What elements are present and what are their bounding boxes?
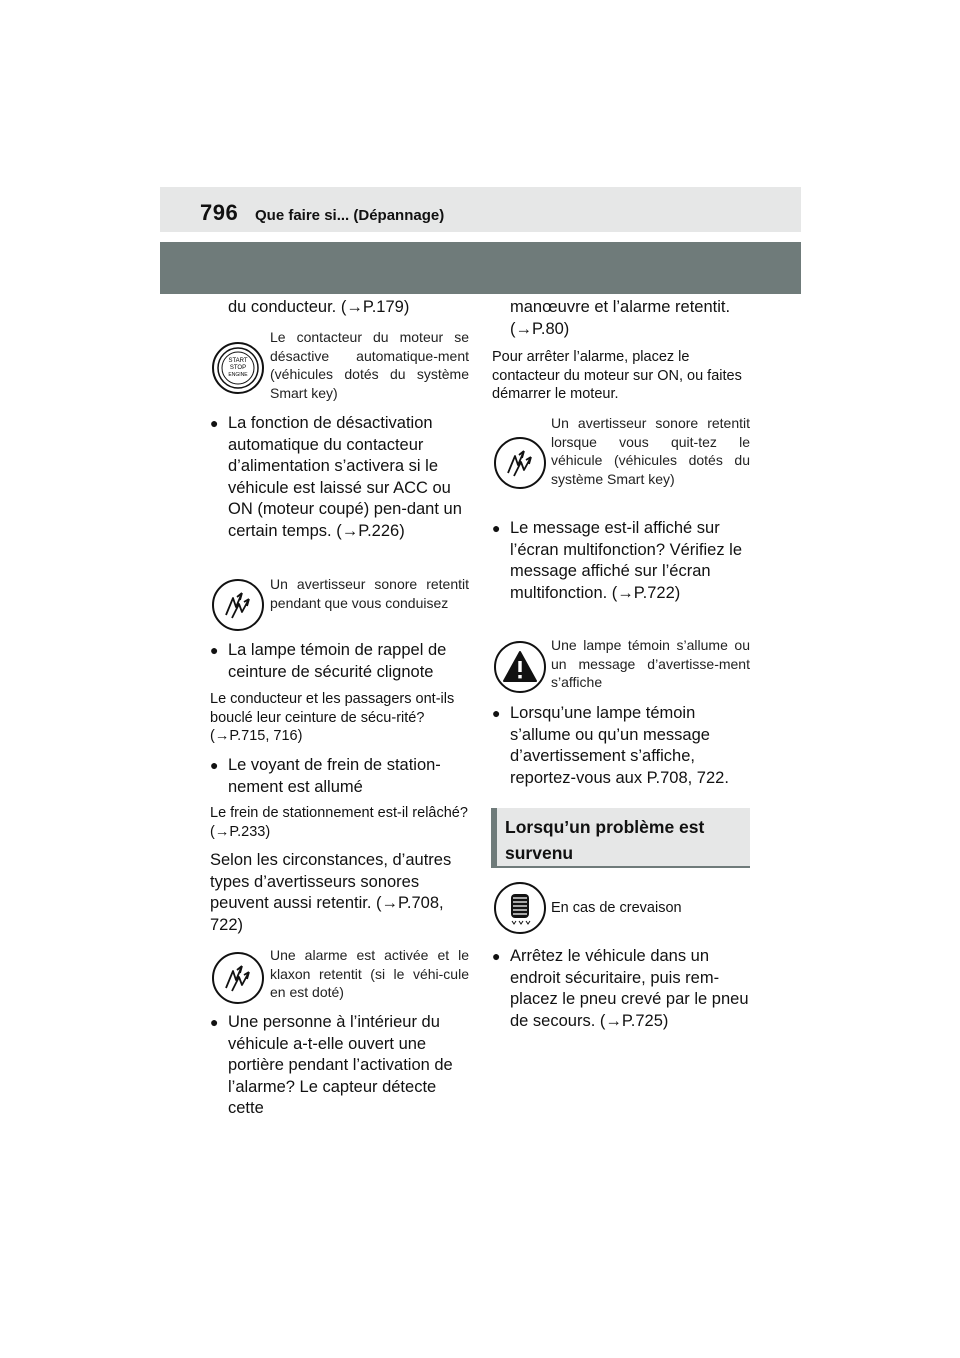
tire-icon — [494, 882, 546, 934]
note-engine-switch: Le contacteur du moteur se désactive automatique-ment (véhicules dotés du système Smart key) — [270, 329, 469, 401]
note-buzzer-leaving: Un avertisseur sonore retentit lorsque vous quit-tez le véhicule (véhicules dotés du système Smart key) — [551, 415, 750, 487]
paragraph: Selon les circonstances, d’autres types d’avertisseurs sonores peuvent aussi retentir. (→P.708, 722) — [210, 851, 452, 934]
warning-icon — [494, 641, 546, 693]
body-text: Le frein de stationnement est-il relâché? (→P.233) — [210, 805, 468, 840]
list-item-text: Arrêtez le véhicule dans un endroit sécuritaire, puis rem-placez le pneu crevé par le pneu de secours. (→P.725) — [510, 947, 749, 1030]
list-item-text: La fonction de désactivation automatique du contacteur d’alimentation s’activera si le véhicule est laissé sur ACC ou ON (moteur coupé) pen-dant un certain temps. (→P.226) — [228, 414, 462, 540]
list-item: ● Le message est-il affiché sur l’écran multifonction? Vérifiez le message affiché sur l’écran multifonction. (→P.722) — [492, 518, 754, 604]
buzzer-icon — [212, 579, 264, 631]
continuation-text: manœuvre et l’alarme retentit. (→P.80) — [510, 298, 731, 338]
list-item-text: La lampe témoin de rappel de ceinture de sécurité clignote — [228, 641, 447, 681]
note-warning-lamp: Une lampe témoin s’allume ou un message d’avertisse-ment s’affiche — [551, 637, 750, 690]
page-number: 796 — [200, 200, 239, 225]
svg-text:START: START — [228, 358, 248, 364]
list-item: ● Arrêtez le véhicule dans un endroit sécuritaire, puis rem-placez le pneu crevé par le pneu de secours. (→P.725) — [492, 946, 754, 1032]
section-title: Lorsqu’un problème est survenu — [505, 817, 705, 863]
continuation-line: du conducteur. (→P.179) — [228, 298, 410, 316]
svg-text:STOP: STOP — [229, 365, 247, 371]
body-text: Le conducteur et les passagers ont-ils bouclé leur ceinture de sécu-rité? (→P.715, 716) — [210, 691, 455, 744]
list-item-text: Le message est-il affiché sur l’écran multifonction? Vérifiez le message affiché sur l’écran multifonction. (→P.722) — [510, 519, 743, 602]
buzzer-icon — [494, 437, 546, 489]
start-stop-engine-icon — [212, 342, 264, 394]
header-dark-band — [160, 242, 801, 294]
section-heading — [491, 808, 750, 868]
svg-text:ENGINE: ENGINE — [228, 372, 248, 378]
list-item-text: Lorsqu’une lampe témoin s’allume ou qu’un message d’avertissement s’affiche, reportez-vous aux P.708, 722. — [510, 704, 729, 787]
note-buzzer-driving: Un avertisseur sonore retentit pendant que vous conduisez — [270, 576, 469, 611]
list-item: ● Le voyant de frein de station-nement est allumé — [210, 755, 470, 798]
note-flat-tire: En cas de crevaison — [551, 900, 682, 916]
header-title: Que faire si... (Dépannage) — [255, 207, 445, 224]
list-item: ● Une personne à l’intérieur du véhicule a-t-elle ouvert une portière pendant l’activation de l’alarme? Le capteur détecte cette — [210, 1012, 470, 1120]
body-text: Pour arrêter l’alarme, placez le contacteur du moteur sur ON, ou faites démarrer le moteur. — [492, 349, 742, 402]
buzzer-icon — [212, 952, 264, 1004]
list-item-text: Une personne à l’intérieur du véhicule a-t-elle ouvert une portière pendant l’activation de l’alarme? Le capteur détecte cette — [228, 1013, 453, 1117]
list-item: ● La lampe témoin de rappel de ceinture de sécurité clignote — [210, 640, 470, 683]
note-alarm-activated: Une alarme est activée et le klaxon retentit (si le véhi-cule en est doté) — [270, 947, 469, 1000]
list-item: ● Lorsqu’une lampe témoin s’allume ou qu’un message d’avertissement s’affiche, reportez-vous aux P.708, 722. — [492, 703, 754, 789]
list-item-text: Le voyant de frein de station-nement est allumé — [228, 756, 441, 796]
list-item: ● La fonction de désactivation automatique du contacteur d’alimentation s’activera si le véhicule est laissé sur ACC ou ON (moteur coupé) pen-dant un certain temps. (→P.226) — [210, 413, 470, 542]
